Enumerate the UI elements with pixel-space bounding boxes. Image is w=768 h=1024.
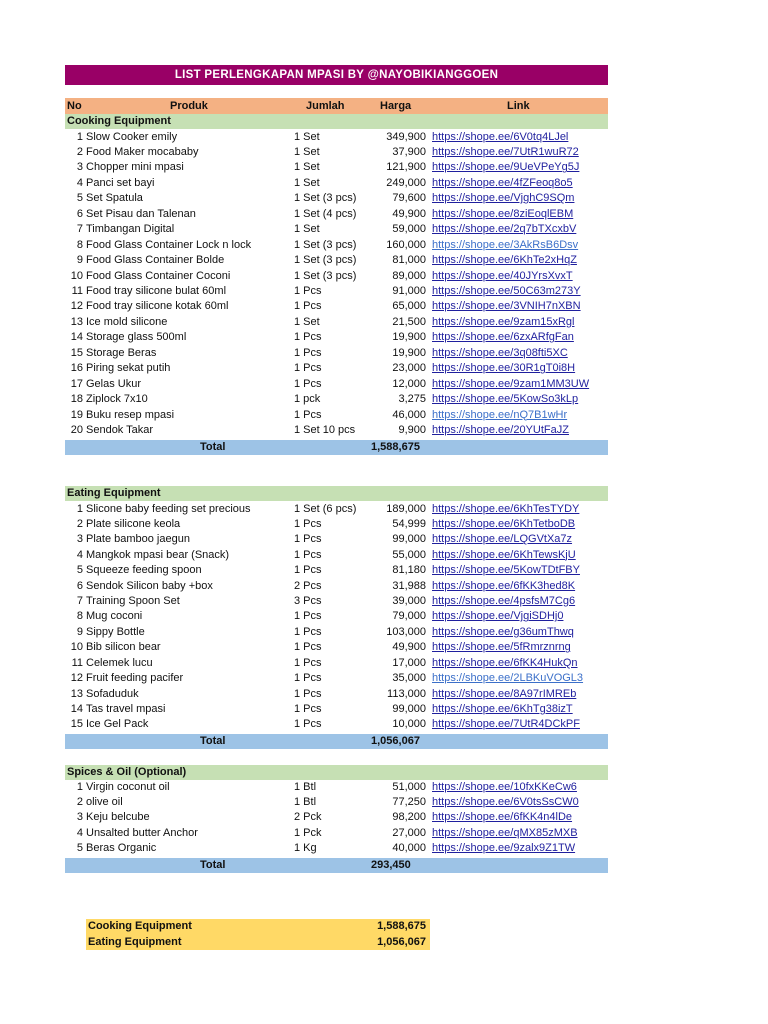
row-number: 4 [76,176,83,189]
product-link[interactable]: https://shope.ee/g36umThwq [432,625,574,638]
row-number: 7 [76,223,83,236]
row-number: 17 [70,377,83,390]
total-row [65,858,608,873]
product-name: Ice Gel Pack [86,718,149,731]
product-name: Bib silicon bear [86,641,161,654]
row-number: 14 [70,702,83,715]
row-number: 9 [76,625,83,638]
table-row [65,423,608,438]
product-name: Sofaduduk [86,687,139,700]
product-name: Timbangan Digital [86,223,175,236]
product-name: Food Glass Container Coconi [86,269,231,282]
quantity: 1 Pcs [294,718,322,731]
product-name: Keju belcube [86,811,150,824]
quantity: 1 Pcs [294,346,322,359]
section-header: Spices & Oil (Optional) [65,765,608,780]
product-name: Beras Organic [86,842,157,855]
product-name: Food Glass Container Bolde [86,254,225,267]
price: 65,000 [392,300,426,313]
quantity: 2 Pcs [294,579,322,592]
product-name: Food tray silicone kotak 60ml [86,300,229,313]
quantity: 1 Set (3 pcs) [294,238,357,251]
row-number: 9 [76,254,83,267]
product-link[interactable]: https://shope.ee/6fKK3hed8K [432,579,576,592]
row-number: 4 [76,548,83,561]
row-number: 4 [76,826,83,839]
product-name: Set Pisau dan Talenan [86,207,196,220]
price: 79,600 [392,192,426,205]
row-number: 1 [76,130,83,143]
product-name: Virgin coconut oil [86,780,170,793]
total-value: 293,450 [371,858,411,871]
price: 9,900 [398,424,426,437]
row-number: 2 [76,145,83,158]
product-name: Gelas Ukur [86,377,142,390]
product-link[interactable]: https://shope.ee/LQGVtXa7z [432,533,573,546]
product-name: Unsalted butter Anchor [86,826,198,839]
table-row [65,563,608,578]
quantity: 1 Set [294,145,320,158]
product-name: Celemek lucu [86,656,153,669]
total-label: Total [200,734,226,747]
table-row [65,160,608,175]
row-number: 16 [70,362,83,375]
price: 23,000 [392,362,426,375]
product-link[interactable]: https://shope.ee/6KhTetboDB [432,517,576,530]
quantity: 1 Pcs [294,362,322,375]
quantity: 1 Pcs [294,533,322,546]
product-name: Mug coconi [86,610,143,623]
quantity: 1 Set [294,130,320,143]
quantity: 1 Pcs [294,408,322,421]
row-number: 6 [76,579,83,592]
row-number: 15 [70,346,83,359]
product-link[interactable]: https://shope.ee/7UtR4DCkPF [432,718,580,731]
price: 12,000 [392,377,426,390]
row-number: 3 [76,811,83,824]
row-number: 8 [76,610,83,623]
price: 189,000 [386,502,426,515]
table-row [65,346,608,361]
product-name: Tas travel mpasi [86,702,166,715]
product-name: Training Spoon Set [86,595,180,608]
total-value: 1,588,675 [371,441,420,453]
price: 10,000 [392,718,426,731]
summary-label: Cooking Equipment [88,920,192,932]
product-link[interactable]: https://shope.ee/6fKK4HukQn [432,656,578,669]
product-link[interactable]: https://shope.ee/4psfsM7Cg6 [432,595,576,608]
product-name: Storage Beras [86,346,157,359]
total-label: Total [200,441,226,453]
product-name: Sendok Silicon baby +box [86,579,213,592]
header-produk: Produk [170,100,208,112]
product-name: Mangkok mpasi bear (Snack) [86,548,230,561]
table-row [65,841,608,856]
product-link[interactable]: https://shope.ee/6zxARfgFan [432,331,574,344]
row-number: 7 [76,595,83,608]
price: 79,000 [392,610,426,623]
quantity: 1 Set (3 pcs) [294,254,357,267]
quantity: 1 Set [294,223,320,236]
quantity: 1 Pcs [294,656,322,669]
table-row [65,207,608,222]
header-harga: Harga [380,100,412,112]
product-link[interactable]: https://shope.ee/9zam1MM3UW [432,377,590,390]
table-row [65,579,608,594]
table-row [65,502,608,517]
product-name: Slow Cooker emily [86,130,178,143]
table-row [65,717,608,732]
product-name: Ziplock 7x10 [86,393,148,406]
quantity: 1 Pcs [294,641,322,654]
summary-row-cooking [86,919,430,935]
quantity: 1 Pcs [294,610,322,623]
price: 35,000 [392,672,426,685]
product-name: Set Spatula [86,192,143,205]
product-link[interactable]: https://shope.ee/6V0tsSsCW0 [432,795,579,808]
price: 17,000 [392,656,426,669]
product-name: Sippy Bottle [86,625,145,638]
row-number: 5 [76,192,83,205]
header-no: No [67,100,82,112]
quantity: 1 Pcs [294,331,322,344]
row-number: 12 [70,672,83,685]
row-number: 13 [70,315,83,328]
table-row [65,810,608,825]
row-number: 19 [70,408,83,421]
product-link[interactable]: https://shope.ee/2LBKuVOGL3 [432,672,584,685]
price: 160,000 [386,238,426,251]
row-number: 6 [76,207,83,220]
product-name: Food Maker mocababy [86,145,199,158]
product-name: Panci set bayi [86,176,155,189]
quantity: 1 Set (3 pcs) [294,269,357,282]
price: 27,000 [392,826,426,839]
quantity: 1 Set [294,176,320,189]
total-row [65,734,608,749]
table-row [65,826,608,841]
product-link[interactable]: https://shope.ee/6KhTewsKjU [432,548,576,561]
summary-label: Eating Equipment [88,935,182,948]
product-link[interactable]: https://shope.ee/30R1gT0i8H [432,362,576,375]
quantity: 1 Set 10 pcs [294,424,356,437]
table-row [65,191,608,206]
price: 121,900 [386,161,426,174]
product-name: Sendok Takar [86,424,154,437]
price: 54,999 [392,517,426,530]
quantity: 1 Set [294,315,320,328]
price: 81,180 [392,564,426,577]
product-link[interactable]: https://shope.ee/9zalx9Z1TW [432,842,576,855]
product-link[interactable]: https://shope.ee/10fxKKeCw6 [432,780,577,793]
quantity: 1 Btl [294,780,317,793]
price: 103,000 [386,625,426,638]
row-number: 8 [76,238,83,251]
row-number: 5 [76,842,83,855]
product-link[interactable]: https://shope.ee/5KowSo3kLp [432,393,579,406]
row-number: 1 [76,502,83,515]
product-link[interactable]: https://shope.ee/6fKK4n4lDe [432,811,573,824]
summary-value: 1,588,675 [377,920,426,932]
price: 81,000 [392,254,426,267]
table-row [65,330,608,345]
table-row [65,269,608,284]
product-name: Squeeze feeding spoon [86,564,202,577]
table-row [65,594,608,609]
product-name: Chopper mini mpasi [86,161,184,174]
table-row [65,640,608,655]
quantity: 1 Set (6 pcs) [294,502,357,515]
row-number: 3 [76,161,83,174]
quantity: 1 Set (4 pcs) [294,207,357,220]
price: 349,900 [386,130,426,143]
price: 49,900 [392,207,426,220]
table-row [65,130,608,145]
table-row [65,284,608,299]
product-link[interactable]: https://shope.ee/6V0tq4LJel [432,130,569,143]
table-row [65,687,608,702]
table-row [65,315,608,330]
product-link[interactable]: https://shope.ee/4fZFeoq8o5 [432,176,573,189]
price: 39,000 [392,595,426,608]
row-number: 1 [76,780,83,793]
product-link[interactable]: https://shope.ee/8A97rIMREb [432,687,577,700]
product-link[interactable]: https://shope.ee/20YUtFaJZ [432,424,569,437]
sheet-title: LIST PERLENGKAPAN MPASI BY @NAYOBIKIANGGOEN [65,65,608,85]
quantity: 1 Pcs [294,377,322,390]
table-row [65,532,608,547]
header-link: Link [507,100,530,112]
summary-value: 1,056,067 [377,935,426,948]
table-row [65,145,608,160]
product-link[interactable]: https://shope.ee/3q08fti5XC [432,346,568,359]
product-name: Buku resep mpasi [86,408,175,421]
row-number: 14 [70,331,83,344]
header-jumlah: Jumlah [306,100,345,112]
quantity: 1 Set (3 pcs) [294,192,357,205]
row-number: 2 [76,795,83,808]
quantity: 1 Pcs [294,300,322,313]
row-number: 10 [70,269,83,282]
quantity: 1 Pcs [294,548,322,561]
row-number: 12 [70,300,83,313]
table-row [65,222,608,237]
price: 19,900 [392,331,426,344]
product-link[interactable]: https://shope.ee/8ziEoqlEBM [432,207,574,220]
table-row [65,253,608,268]
product-link[interactable]: https://shope.ee/VjghC9SQm [432,192,575,205]
total-row [65,440,608,455]
price: 55,000 [392,548,426,561]
row-number: 13 [70,687,83,700]
product-name: Storage glass 500ml [86,331,187,344]
price: 51,000 [392,780,426,793]
total-value: 1,056,067 [371,734,420,747]
quantity: 1 Pcs [294,285,322,297]
product-link[interactable]: https://shope.ee/qMX85zMXB [432,826,578,839]
price: 31,988 [392,579,426,592]
quantity: 1 Btl [294,795,317,808]
table-row [65,299,608,314]
table-row [65,625,608,640]
product-link[interactable]: https://shope.ee/6KhTe2xHqZ [432,254,577,267]
quantity: 1 Set [294,161,320,174]
price: 89,000 [392,269,426,282]
product-link[interactable]: https://shope.ee/3VNIH7nXBN [432,300,581,313]
product-link[interactable]: https://shope.ee/nQ7B1wHr [432,408,568,421]
total-label: Total [200,858,226,871]
product-link[interactable]: https://shope.ee/2q7bTXcxbV [432,223,577,236]
quantity: 1 Pcs [294,564,322,577]
table-row [65,392,608,407]
price: 113,000 [387,687,426,700]
row-number: 20 [70,424,83,437]
row-number: 18 [70,393,83,406]
table-row [65,795,608,810]
quantity: 1 Pcs [294,687,322,700]
quantity: 1 Pcs [294,702,322,715]
price: 98,200 [392,811,426,824]
price: 99,000 [392,702,426,715]
quantity: 1 Pck [294,826,322,839]
product-link[interactable]: https://shope.ee/40JYrsXvxT [432,269,573,282]
row-number: 10 [70,641,83,654]
price: 21,500 [392,315,426,328]
summary-row-eating [86,935,430,951]
column-header-row [65,98,608,114]
product-name: Ice mold silicone [86,315,168,328]
product-name: Plate silicone keola [86,517,181,530]
product-link[interactable]: https://shope.ee/6KhTesTYDY [432,502,580,515]
product-link[interactable]: https://shope.ee/9zam15xRgl [432,315,575,328]
product-link[interactable]: https://shope.ee/VjgiSDHj0 [432,610,564,623]
row-number: 5 [76,564,83,577]
price: 40,000 [392,842,426,855]
table-row [65,176,608,191]
price: 99,000 [392,533,426,546]
row-number: 2 [76,517,83,530]
price: 49,900 [392,641,426,654]
table-row [65,517,608,532]
quantity: 1 Kg [294,842,317,855]
row-number: 11 [71,285,83,297]
price: 19,900 [392,346,426,359]
table-row [65,361,608,376]
table-row [65,656,608,671]
product-name: Piring sekat putih [86,362,171,375]
row-number: 3 [76,533,83,546]
table-row [65,780,608,795]
price: 91,000 [392,285,426,297]
row-number: 15 [70,718,83,731]
quantity: 3 Pcs [294,595,322,608]
price: 46,000 [392,408,426,421]
product-link[interactable]: https://shope.ee/3AkRsB6Dsv [432,238,579,251]
product-link[interactable]: https://shope.ee/50C63m273Y [432,285,581,297]
price: 59,000 [392,223,426,236]
product-link[interactable]: https://shope.ee/6KhTg38izT [432,702,573,715]
product-name: Fruit feeding pacifer [86,672,184,685]
product-link[interactable]: https://shope.ee/5fRmrznrng [432,641,571,654]
table-row [65,548,608,563]
table-row [65,702,608,717]
quantity: 1 Pcs [294,625,322,638]
section-header: Eating Equipment [65,486,608,501]
row-number: 11 [71,656,83,669]
product-name: Slicone baby feeding set precious [86,502,251,515]
price: 3,275 [398,393,426,406]
price: 37,900 [392,145,426,158]
product-link[interactable]: https://shope.ee/5KowTDtFBY [432,564,580,577]
product-name: Food Glass Container Lock n lock [86,238,252,251]
quantity: 1 Pcs [294,517,322,530]
product-name: olive oil [86,795,123,808]
table-row [65,609,608,624]
product-name: Food tray silicone bulat 60ml [86,285,227,297]
quantity: 1 pck [294,393,321,406]
table-row [65,238,608,253]
product-name: Plate bamboo jaegun [86,533,190,546]
product-link[interactable]: https://shope.ee/7UtR1wuR72 [432,145,579,158]
table-row [65,377,608,392]
quantity: 2 Pck [294,811,322,824]
section-header: Cooking Equipment [65,114,608,129]
product-link[interactable]: https://shope.ee/9UeVPeYg5J [432,161,580,174]
price: 77,250 [392,795,426,808]
price: 249,000 [386,176,426,189]
table-row [65,408,608,423]
quantity: 1 Pcs [294,672,322,685]
table-row [65,671,608,686]
